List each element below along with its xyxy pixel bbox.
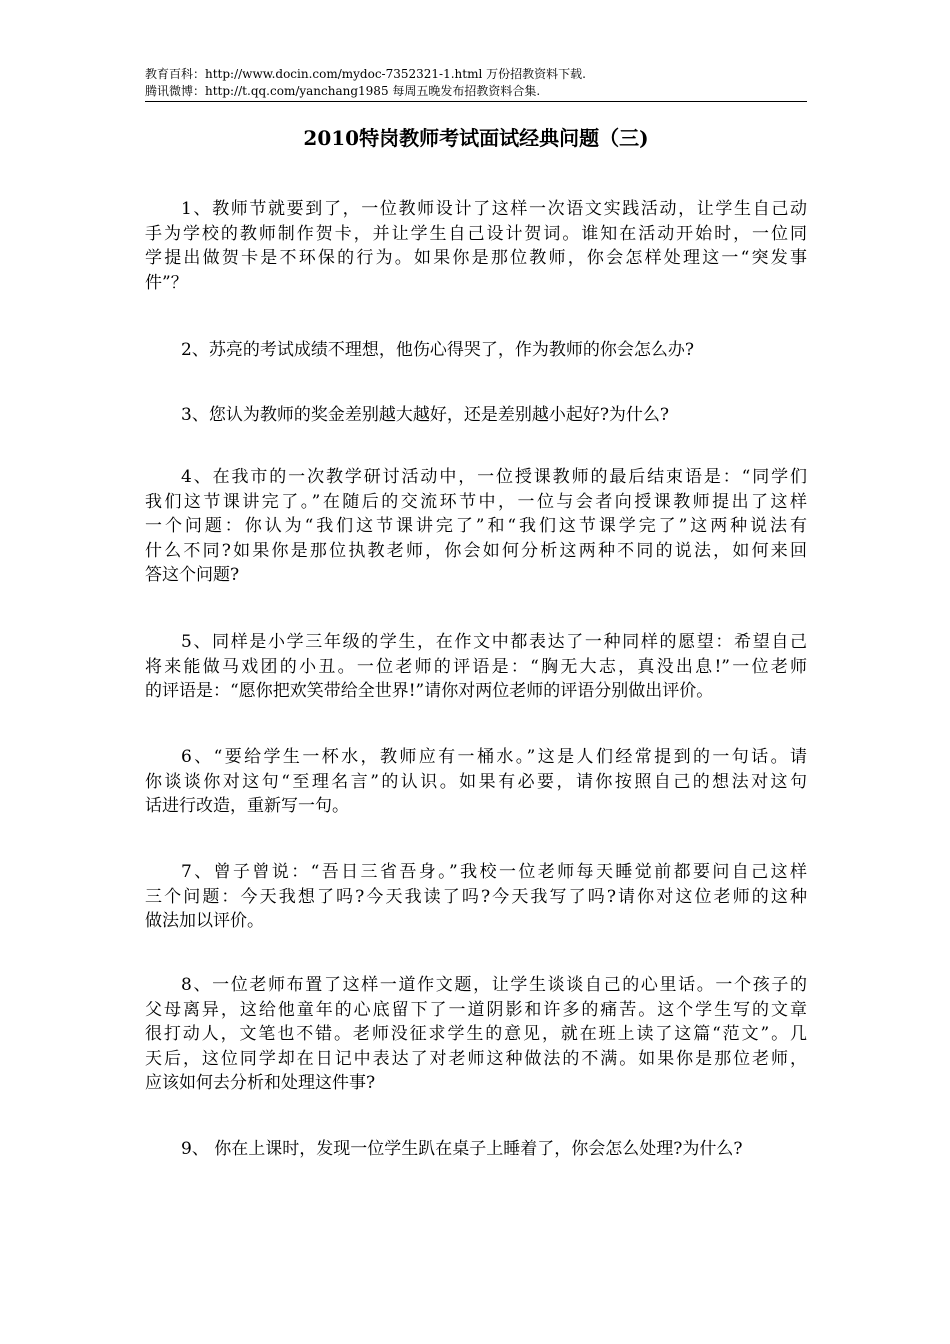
question-2	[145, 338, 807, 363]
header-line-2: 腾讯微博：http://t.qq.com/yanchang1985 每周五晚发布招教资料合集.	[145, 84, 541, 98]
question-line: 6、“要给学生一杯水，教师应有一桶水。”这是人们经常提到的一句话。请	[181, 747, 807, 767]
question-line: 做法加以评价。	[145, 911, 264, 932]
header-divider	[145, 101, 807, 102]
question-line: 7、曾子曾说：“吾日三省吾身。”我校一位老师每天睡觉前都要问自己这样	[181, 862, 807, 882]
question-9	[145, 1137, 807, 1162]
question-line: 3、您认为教师的奖金差别越大越好，还是差别越小起好?为什么?	[181, 405, 670, 425]
page-header	[145, 66, 807, 100]
question-line: 话进行改造，重新写一句。	[145, 796, 349, 817]
question-7	[145, 860, 807, 934]
question-line: 手为学校的教师制作贺卡，并让学生自己设计贺词。谁知在活动开始时，一位同	[145, 223, 807, 244]
question-line: 三个问题：今天我想了吗?今天我读了吗?今天我写了吗?请你对这位老师的这种	[145, 886, 807, 907]
question-line: 9、 你在上课时，发现一位学生趴在桌子上睡着了，你会怎么处理?为什么?	[181, 1139, 743, 1159]
question-line: 什么不同?如果你是那位执教老师，你会如何分析这两种不同的说法，如何来回	[145, 540, 807, 561]
question-line: 答这个问题?	[145, 565, 240, 586]
question-line: 5、同样是小学三年级的学生，在作文中都表达了一种同样的愿望：希望自己	[181, 632, 807, 652]
question-5	[145, 630, 807, 704]
header-line-1: 教育百科：http://www.docin.com/mydoc-7352321-1.html 万份招教资料下载.	[145, 67, 586, 81]
question-line: 很打动人，文笔也不错。老师没征求学生的意见，就在班上读了这篇“范文”。几	[145, 1024, 807, 1045]
question-line: 的评语是：“愿你把欢笑带给全世界!”请你对两位老师的评语分别做出评价。	[145, 681, 714, 702]
question-line: 件”？	[145, 272, 188, 293]
question-line: 1、教师节就要到了，一位教师设计了这样一次语文实践活动，让学生自己动	[181, 199, 807, 219]
question-line: 天后，这位同学却在日记中表达了对老师这种做法的不满。如果你是那位老师，	[145, 1048, 807, 1069]
question-line: 我们这节课讲完了。”在随后的交流环节中，一位与会者向授课教师提出了这样	[145, 491, 807, 512]
document-title: 2010特岗教师考试面试经典问题（三)	[303, 126, 649, 150]
question-8	[145, 973, 807, 1096]
question-line: 父母离异，这给他童年的心底留下了一道阴影和许多的痛苦。这个学生写的文章	[145, 999, 807, 1020]
question-3	[145, 403, 807, 428]
question-line: 将来能做马戏团的小丑。一位老师的评语是：“胸无大志，真没出息!”一位老师	[145, 656, 807, 677]
question-line: 8、一位老师布置了这样一道作文题，让学生谈谈自己的心里话。一个孩子的	[181, 975, 807, 995]
question-line: 一个问题：你认为“我们这节课讲完了”和“我们这节课学完了”这两种说法有	[145, 516, 807, 537]
question-6	[145, 745, 807, 819]
question-line: 学提出做贺卡是不环保的行为。如果你是那位教师，你会怎样处理这一“突发事	[145, 248, 807, 269]
question-line: 你谈谈你对这句“至理名言”的认识。如果有必要，请你按照自己的想法对这句	[145, 771, 807, 792]
question-line: 应该如何去分析和处理这件事?	[145, 1073, 376, 1094]
question-line: 2、苏亮的考试成绩不理想，他伤心得哭了，作为教师的你会怎么办?	[181, 340, 694, 360]
question-1	[145, 197, 807, 295]
question-4	[145, 465, 807, 588]
question-line: 4、在我市的一次教学研讨活动中，一位授课教师的最后结束语是：“同学们	[181, 467, 807, 487]
